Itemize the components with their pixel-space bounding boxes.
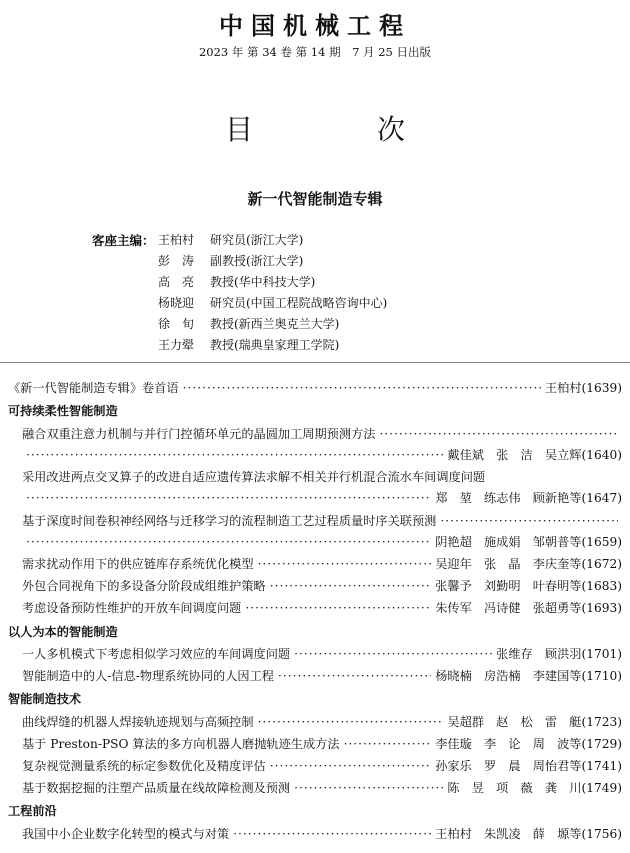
leader-dots	[294, 781, 443, 795]
entry-authors: 郑 堃 练志伟 顾新艳等	[435, 491, 582, 505]
entry-page: (1647)	[581, 491, 622, 505]
entry-title: 《新一代智能制造专辑》卷首语	[8, 381, 179, 395]
entry-title: 基于深度时间卷积神经网络与迁移学习的流程制造工艺过程质量时序关联预测	[22, 514, 437, 528]
toc-entry[interactable]	[22, 555, 622, 572]
leader-dots	[270, 579, 431, 593]
entry-title: 智能制造中的人-信息-物理系统协同的人因工程	[22, 669, 274, 683]
divider	[0, 362, 630, 363]
toc-entry[interactable]	[22, 468, 622, 485]
toc-title: 目 次	[224, 113, 453, 146]
entry-title: 外包合同视角下的多设备分阶段成组维护策略	[22, 579, 266, 593]
entry-page: (1723)	[581, 715, 622, 729]
leader-dots	[183, 381, 541, 395]
entry-title: 融合双重注意力机制与并行门控循环单元的晶圆加工周期预测方法	[22, 427, 376, 441]
entry-page: (1749)	[581, 781, 622, 795]
leader-dots	[294, 647, 492, 661]
toc-entry[interactable]	[22, 779, 622, 796]
entry-authors: 张馨予 刘勤明 叶春明等	[435, 579, 582, 593]
leader-dots	[270, 759, 431, 773]
issue-info: 2023 年 第 34 卷 第 14 期 7 月 25 日出版	[198, 45, 432, 59]
section-heading: 可持续柔性智能制造	[8, 404, 118, 418]
toc-entry[interactable]	[22, 825, 622, 842]
section-heading: 工程前沿	[8, 804, 57, 818]
entry-page: (1659)	[581, 535, 622, 549]
entry-authors: 孙家乐 罗 晨 周怡君等	[435, 759, 582, 773]
leader-dots	[26, 448, 443, 462]
editor-entry	[158, 231, 303, 248]
leader-dots	[245, 601, 431, 615]
toc-entry-continuation[interactable]	[22, 533, 622, 550]
leader-dots	[278, 669, 431, 683]
entry-authors: 张维存 顾洪羽	[496, 647, 582, 661]
editor-name: 彭 涛	[158, 254, 195, 268]
entry-authors: 李佳璇 李 论 周 波等	[435, 737, 582, 751]
leader-dots	[344, 737, 432, 751]
leader-dots	[26, 491, 431, 505]
entry-authors: 王柏村 朱凯凌 薛 塬等	[435, 827, 582, 841]
entry-page: (1683)	[581, 579, 622, 593]
editor-entry	[158, 252, 303, 269]
entry-authors: 陈 昱 项 薇 龚 川	[447, 781, 582, 795]
entry-authors: 杨晓楠 房浩楠 李建国等	[435, 669, 582, 683]
entry-authors: 朱传军 冯诗健 张超勇等	[435, 601, 582, 615]
leader-dots	[233, 827, 431, 841]
editor-name: 徐 旬	[158, 317, 195, 331]
leader-dots	[440, 514, 618, 528]
entry-page: (1640)	[581, 448, 622, 462]
entry-authors: 吴迎年 张 晶 李庆奎等	[435, 557, 582, 571]
entry-page: (1729)	[581, 737, 622, 751]
editor-role: 研究员(浙江大学)	[210, 233, 304, 247]
editor-name: 王柏村	[158, 233, 195, 247]
entry-page: (1756)	[581, 827, 622, 841]
toc-entry[interactable]	[22, 512, 622, 529]
entry-title: 基于 Preston-PSO 算法的多方向机器人磨抛轨迹生成方法	[22, 737, 340, 751]
editor-role: 副教授(浙江大学)	[210, 254, 304, 268]
editor-role: 教授(华中科技大学)	[210, 275, 316, 289]
entry-page: (1710)	[581, 669, 622, 683]
entry-page: (1639)	[581, 381, 622, 395]
editor-name: 王力翚	[158, 338, 195, 352]
editor-role: 教授(瑞典皇家理工学院)	[210, 338, 340, 352]
entry-title: 考虑设备预防性维护的开放车间调度问题	[22, 601, 242, 615]
entry-page: (1693)	[581, 601, 622, 615]
toc-entry[interactable]	[22, 577, 622, 594]
entry-title: 一人多机模式下考虑相似学习效应的车间调度问题	[22, 647, 291, 661]
leader-dots	[258, 715, 444, 729]
editor-name: 高 亮	[158, 275, 195, 289]
toc-entry[interactable]	[22, 713, 622, 730]
editor-entry	[158, 273, 315, 290]
editor-name: 杨晓迎	[158, 296, 195, 310]
special-issue-title: 新一代智能制造专辑	[247, 190, 383, 208]
editor-role: 教授(新西兰奥克兰大学)	[210, 317, 340, 331]
entry-title: 曲线焊缝的机器人焊接轨迹规划与高频控制	[22, 715, 254, 729]
entry-title: 基于数据挖掘的注塑产品质量在线故障检测及预测	[22, 781, 291, 795]
toc-entry[interactable]	[22, 645, 622, 662]
toc-entry-continuation[interactable]	[22, 446, 622, 463]
entry-title: 复杂视觉测量系统的标定参数优化及精度评估	[22, 759, 266, 773]
entry-authors: 戴佳斌 张 洁 吴立辉	[447, 448, 582, 462]
editor-entry	[158, 336, 339, 353]
toc-entry[interactable]	[22, 599, 622, 616]
entry-page: (1672)	[581, 557, 622, 571]
section-heading: 以人为本的智能制造	[8, 625, 118, 639]
entry-page: (1741)	[581, 759, 622, 773]
editor-entry	[158, 294, 387, 311]
toc-entry[interactable]	[22, 757, 622, 774]
entry-authors: 吴超群 赵 松 雷 艇	[447, 715, 582, 729]
section-heading: 智能制造技术	[8, 692, 82, 706]
entry-title: 我国中小企业数字化转型的模式与对策	[22, 827, 230, 841]
toc-entry-preface[interactable]	[8, 379, 622, 396]
guest-editors-label: 客座主编：	[92, 233, 155, 248]
entry-page: (1701)	[581, 647, 622, 661]
editor-entry	[158, 315, 339, 332]
toc-entry[interactable]	[22, 735, 622, 752]
entry-title: 需求扰动作用下的供应链库存系统优化模型	[22, 557, 254, 571]
leader-dots	[379, 427, 618, 441]
journal-masthead: 中国机械工程	[219, 12, 411, 40]
entry-title: 采用改进两点交叉算子的改进自适应遗传算法求解不相关并行机混合流水车间调度问题	[22, 470, 486, 484]
toc-entry-continuation[interactable]	[22, 489, 622, 506]
leader-dots	[258, 557, 432, 571]
entry-authors: 王柏村	[544, 381, 582, 395]
leader-dots	[26, 535, 431, 549]
entry-authors: 阴艳超 施成娟 邹朝普等	[435, 535, 582, 549]
editor-role: 研究员(中国工程院战略咨询中心)	[210, 296, 388, 310]
toc-entry[interactable]	[22, 425, 622, 442]
toc-entry[interactable]	[22, 667, 622, 684]
